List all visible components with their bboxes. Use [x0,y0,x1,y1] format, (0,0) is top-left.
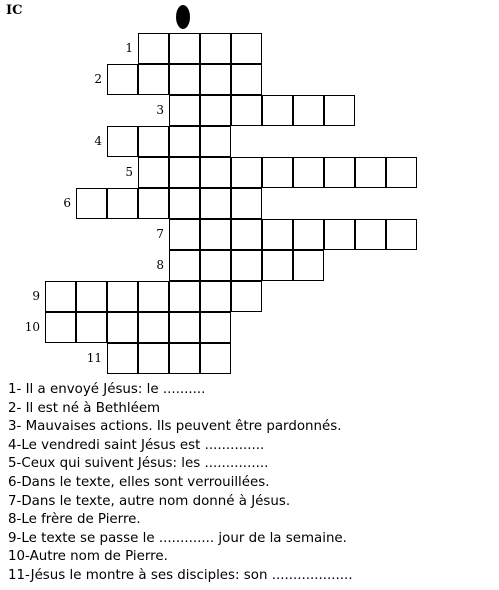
grid-cell[interactable] [138,281,169,312]
grid-cell[interactable] [200,126,231,157]
grid-cell[interactable] [355,219,386,250]
grid-cell[interactable] [231,33,262,64]
grid-cell[interactable] [138,64,169,95]
row-number: 9 [32,289,40,303]
clue-list [8,381,353,586]
grid-cell[interactable] [138,33,169,64]
grid-cell[interactable] [107,281,138,312]
grid-cell[interactable] [293,157,324,188]
grid-cell[interactable] [169,33,200,64]
grid-cell[interactable] [107,64,138,95]
grid-cell[interactable] [200,312,231,343]
grid-cell[interactable] [200,157,231,188]
clue-item: 1- Il a envoyé Jésus: le .......... [8,382,206,397]
grid-cell[interactable] [169,343,200,374]
grid-cell[interactable] [169,95,200,126]
grid-cell[interactable] [262,95,293,126]
clue-item: 6-Dans le texte, elles sont verrouillées. [8,474,270,490]
grid-cell[interactable] [200,219,231,250]
grid-cell[interactable] [169,64,200,95]
grid-cell[interactable] [169,281,200,312]
clue-item: 11-Jésus le montre à ses disciples: son ................... [8,567,353,583]
grid-cell[interactable] [231,281,262,312]
grid-cell[interactable] [45,281,76,312]
grid-cell[interactable] [324,219,355,250]
grid-cell[interactable] [169,219,200,250]
grid-cell[interactable] [293,219,324,250]
grid-cell[interactable] [169,312,200,343]
grid-cell[interactable] [386,219,417,250]
row-number: 8 [156,258,164,272]
row-number: 11 [86,351,102,365]
grid-cell[interactable] [262,157,293,188]
row-number: 6 [63,196,71,210]
grid-cell[interactable] [76,281,107,312]
grid-cell[interactable] [231,95,262,126]
row-number: 3 [156,103,164,117]
clue-item: 5-Ceux qui suivent Jésus: les ............... [8,456,269,472]
grid-cell[interactable] [231,64,262,95]
clue-item: 7-Dans le texte, autre nom donné à Jésus. [8,493,291,509]
grid-cell[interactable] [76,188,107,219]
clue-item: 3- Mauvaises actions. Ils peuvent être pardonnés. [8,419,342,435]
grid-cell[interactable] [107,343,138,374]
grid-cell[interactable] [169,188,200,219]
grid-cell[interactable] [138,126,169,157]
grid-cell[interactable] [169,157,200,188]
grid-cell[interactable] [138,157,169,188]
grid-cell[interactable] [169,126,200,157]
grid-cell[interactable] [200,250,231,281]
grid-cell[interactable] [200,64,231,95]
clue-item: 9-Le texte se passe le ............. jour de la semaine. [8,530,347,546]
grid-cell[interactable] [76,312,107,343]
puzzle-title: IC [6,3,23,18]
grid-cell[interactable] [231,188,262,219]
row-number: 10 [24,320,40,334]
grid-cell[interactable] [45,312,76,343]
row-number: 1 [125,41,133,55]
grid-cell[interactable] [107,312,138,343]
grid-cell[interactable] [107,188,138,219]
grid-cell[interactable] [262,219,293,250]
grid-cell[interactable] [231,250,262,281]
row-number: 5 [125,165,133,179]
clue-item: 2- Il est né à Bethléem [8,400,161,416]
grid-cell[interactable] [107,126,138,157]
row-number: 4 [94,134,102,148]
grid-cell[interactable] [324,157,355,188]
grid-cell[interactable] [293,95,324,126]
grid-cell[interactable] [324,95,355,126]
row-number: 2 [94,72,102,86]
grid-cell[interactable] [169,250,200,281]
clue-item: 8-Le frère de Pierre. [8,512,141,528]
grid-cell[interactable] [200,188,231,219]
grid-cell[interactable] [200,95,231,126]
grid-cell[interactable] [138,312,169,343]
grid-cell[interactable] [200,33,231,64]
grid-cell[interactable] [231,219,262,250]
grid-cell[interactable] [355,157,386,188]
clue-item: 4-Le vendredi saint Jésus est .............. [8,437,265,453]
grid-cell[interactable] [138,343,169,374]
grid-cell[interactable] [200,343,231,374]
clue-item: 10-Autre nom de Pierre. [8,549,168,565]
grid-cell[interactable] [200,281,231,312]
grid-cell[interactable] [262,250,293,281]
grid-cell[interactable] [293,250,324,281]
grid-cell[interactable] [386,157,417,188]
grid-cell[interactable] [138,188,169,219]
row-number: 7 [156,227,164,241]
grid-cell[interactable] [231,157,262,188]
